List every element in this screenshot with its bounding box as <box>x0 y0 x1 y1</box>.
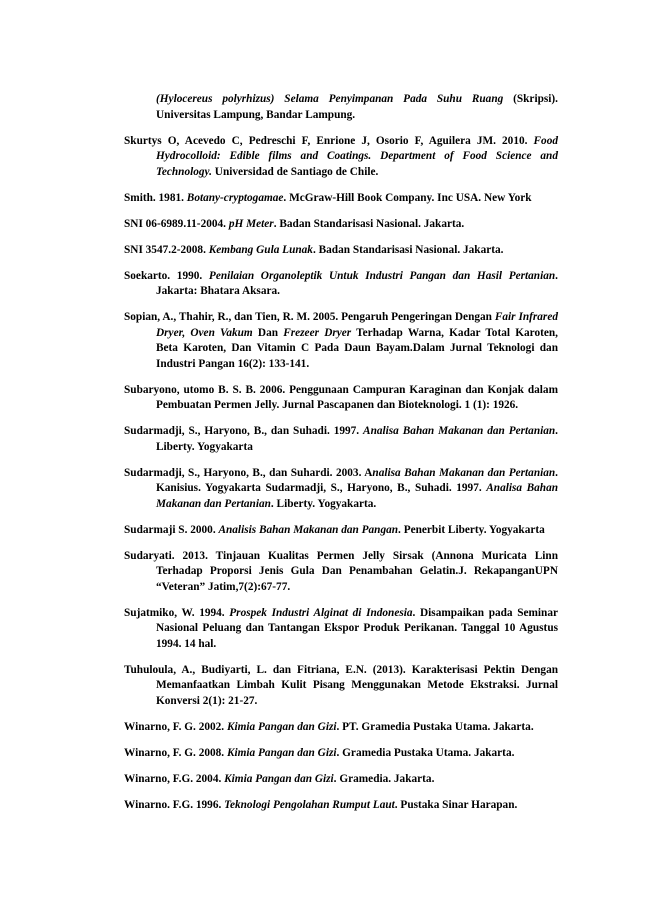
reference-text: Winarno. F.G. 1996. <box>124 798 225 811</box>
reference-entry <box>124 720 558 736</box>
reference-entry <box>124 746 558 762</box>
reference-text: . Pustaka Sinar Harapan. <box>394 798 518 811</box>
reference-entry <box>124 269 558 300</box>
reference-text: Winarno, F.G. 2004. <box>124 772 225 785</box>
reference-text: . McGraw-Hill Book Company. Inc USA. New York <box>283 191 532 204</box>
reference-entry <box>124 549 558 596</box>
reference-text: Sujatmiko, W. 1994. <box>124 606 230 619</box>
reference-text: Sudarmaji S. 2000. <box>124 523 219 536</box>
reference-entry <box>124 523 558 539</box>
reference-title-italic: (Hylocereus polyrhizus) Selama Penyimpanan Pada Suhu Ruang <box>156 93 504 105</box>
reference-entry <box>124 663 558 710</box>
reference-text: (Skripsi). Universitas Lampung, Bandar Lampung. <box>156 93 558 121</box>
reference-text: . PT. Gramedia Pustaka Utama. Jakarta. <box>336 720 534 733</box>
reference-entry <box>124 606 558 653</box>
reference-text: . Gramedia. Jakarta. <box>333 772 435 785</box>
reference-text: Subaryono, utomo B. S. B. 2006. Penggunaan Campuran Karaginan dan Konjak dalam Pembuatan Permen Jelly. Jurnal Pascapanen dan Bioteknologi. 1 (1): 1926. <box>124 383 558 411</box>
reference-entry <box>124 310 558 372</box>
reference-text: Terhadap Warna, Kadar Total Karoten, Beta Karoten, Dan Vitamin C Pada Daun Bayam.Dalam Jurnal Teknologi dan Industri Pangan 16(2): 133-141. <box>156 326 558 370</box>
reference-text: . Liberty. Yogyakarta <box>156 425 558 453</box>
reference-entry <box>124 191 558 207</box>
reference-entry <box>124 217 558 233</box>
reference-text: . Penerbit Liberty. Yogyakarta <box>398 523 545 536</box>
reference-entry <box>124 772 558 788</box>
reference-text: . Gramedia Pustaka Utama. Jakarta. <box>336 746 515 759</box>
reference-text: Sudarmadji, S., Haryono, B., dan Suhardi. 2003. A <box>124 466 373 479</box>
reference-text: Universidad de Santiago de Chile. <box>211 165 379 178</box>
reference-title-italic: Kimia Pangan dan Gizi <box>224 772 334 785</box>
reference-text: SNI 3547.2-2008. <box>124 243 209 256</box>
reference-text: . Disampaikan pada Seminar Nasional Peluang dan Tantangan Ekspor Produk Perikanan. Tanggal 10 Agustus 1994. 14 hal. <box>156 606 558 650</box>
reference-text: . Liberty. Yogyakarta. <box>270 497 377 510</box>
reference-text: . Kanisius. Yogyakarta Sudarmadji, S., Haryono, B., Suhadi. 1997. <box>156 466 558 494</box>
reference-entry <box>124 424 558 455</box>
reference-title-italic: Penilaian Organoleptik Untuk Industri Pangan dan Hasil Pertanian <box>208 269 556 282</box>
reference-text: . Badan Standarisasi Nasional. Jakarta. <box>273 217 465 230</box>
reference-title-italic: Analisis Bahan Makanan dan Pangan <box>218 523 399 536</box>
reference-text: Smith. 1981. <box>124 191 187 204</box>
reference-entry <box>124 383 558 414</box>
reference-title-italic: Kembang Gula Lunak <box>208 243 313 256</box>
reference-text: Sudarmadji, S., Haryono, B., dan Suhadi. 1997. <box>124 425 364 437</box>
reference-title-italic: Frezeer Dryer <box>283 326 352 339</box>
reference-text: SNI 06-6989.11-2004. <box>124 217 229 230</box>
reference-title-italic: Teknologi Pengolahan Rumput Laut <box>224 798 395 811</box>
reference-title-italic: Botany-cryptogamae <box>186 191 284 204</box>
reference-entry <box>124 243 558 259</box>
reference-entry <box>124 798 558 814</box>
reference-text: Tuhuloula, A., Budiyarti, L. dan Fitriana, E.N. (2013). Karakterisasi Pektin Dengan Memanfaatkan Limbah Kulit Pisang Menggunakan Metode Ekstraksi. Jurnal Konversi 2(1): 21-27. <box>124 663 558 707</box>
reference-entry <box>124 134 558 181</box>
reference-title-italic: Fair Infrared Dryer, Oven Vakum <box>156 311 558 339</box>
reference-text: Sopian, A., Thahir, R., dan Tien, R. M. 2005. Pengaruh Pengeringan Dengan <box>124 311 495 323</box>
reference-text: . Jakarta: Bhatara Aksara. <box>156 269 558 297</box>
reference-title-italic: Analisa Bahan Makanan dan Pertanian <box>156 482 559 510</box>
reference-title-italic: Prospek Industri Alginat di Indonesia <box>229 606 413 619</box>
reference-text: . Badan Standarisasi Nasional. Jakarta. <box>312 243 504 256</box>
reference-entry <box>124 92 558 123</box>
reference-text: Soekarto. 1990. <box>124 269 209 282</box>
reference-title-italic: pH Meter <box>228 217 274 230</box>
reference-title-italic: Kimia Pangan dan Gizi <box>226 720 337 733</box>
reference-title-italic: nalisa Bahan Makanan dan Pertanian <box>372 466 556 479</box>
reference-list <box>124 92 558 824</box>
reference-text: Skurtys O, Acevedo C, Pedreschi F, Enrione J, Osorio F, Aguilera JM. 2010. <box>124 134 534 147</box>
reference-title-italic: Analisa Bahan Makanan dan Pertanian <box>363 425 556 437</box>
reference-entry <box>124 466 558 513</box>
reference-text: Winarno, F. G. 2002. <box>124 720 227 733</box>
reference-text: Dan <box>252 326 284 339</box>
reference-title-italic: Kimia Pangan dan Gizi <box>226 746 337 759</box>
reference-text: Winarno, F. G. 2008. <box>124 746 227 759</box>
reference-title-italic: Food Hydrocolloid: Edible films and Coatings. Department of Food Science and Technology. <box>156 134 558 178</box>
reference-text: Sudaryati. 2013. Tinjauan Kualitas Permen Jelly Sirsak (Annona Muricata Linn Terhadap Proporsi Jenis Gula Dan Penambahan Gelatin.J. RekapanganUPN “Veteran” Jatim,7(2):67-77. <box>124 549 558 593</box>
